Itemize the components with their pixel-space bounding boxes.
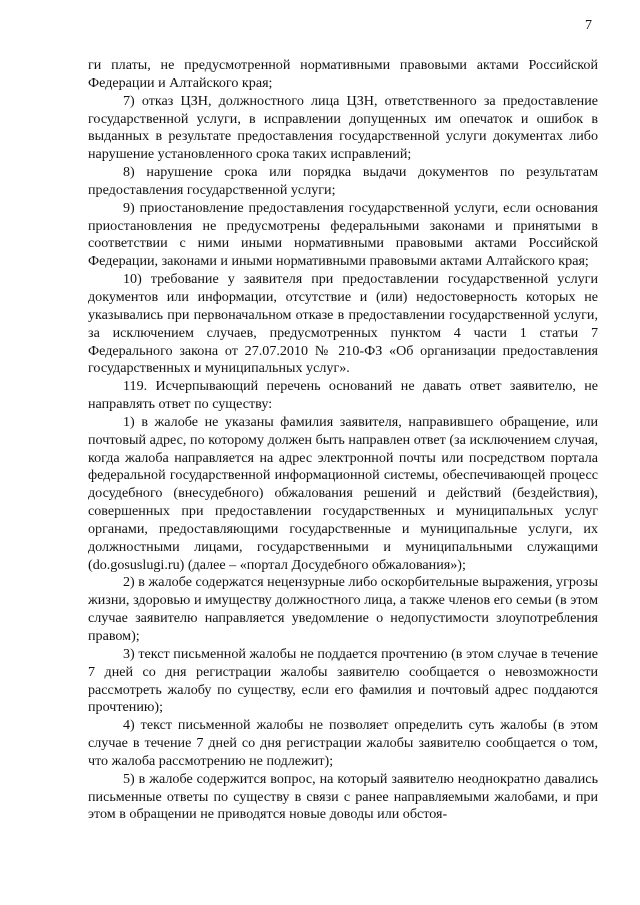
paragraph-119-item-3: 3) текст письменной жалобы не поддается прочтению (в этом случае в течение 7 дней со дня регистрации жалобы заявителю сообщается о невозможности рассмотреть жалобу по существу, если его фамилия и почтовый адрес поддаются прочтению);	[88, 645, 598, 716]
paragraph-119-item-4: 4) текст письменной жалобы не позволяет определить суть жалобы (в этом случае в течение 7 дней со дня регистрации жалобы заявителю сообщается о том, что жалоба рассмотрению не подлежит);	[88, 717, 598, 769]
paragraph-item-8: 8) нарушение срока или порядка выдачи документов по результатам предоставления государственной услуги;	[88, 164, 598, 198]
paragraph-item-7: 7) отказ ЦЗН, должностного лица ЦЗН, ответственного за предоставление государственной услуги, в исправлении допущенных им опечаток и ошибок в выданных в результате предоставления государственной услуги документах либо нарушение установленного срока таких исправлений;	[88, 92, 598, 163]
paragraph-119-item-5: 5) в жалобе содержится вопрос, на который заявителю неоднократно давались письменные ответы по существу в связи с ранее направляемыми жалобами, и при этом в обращении не приводятся новые доводы или обстоя-	[88, 770, 598, 823]
document-body	[88, 57, 598, 824]
paragraph-119-item-2: 2) в жалобе содержатся нецензурные либо оскорбительные выражения, угрозы жизни, здоровью и имуществу должностного лица, а также членов его семьи (в этом случае заявителю направляется уведомление о недопустимости злоупотребления правом);	[88, 574, 598, 644]
paragraph-item-10: 10) требование у заявителя при предоставлении государственной услуги документов или информации, отсутствие и (или) недостоверность которых не указывались при первоначальном отказе в предоставлении государственной услуги, за исключением случаев, предусмотренных пунктом 4 части 1 статьи 7 Федерального закона от 27.07.2010 № 210-ФЗ «Об организации предоставления государственных и муниципальных услуг».	[88, 271, 598, 377]
paragraph-119-item-1: 1) в жалобе не указаны фамилия заявителя, направившего обращение, или почтовый адрес, по которому должен быть направлен ответ (за исключением случая, когда жалоба направляется на адрес электронной почты или посредством портала федеральной государственной информационной системы, обеспечивающей процесс досудебного (внесудебного) обжалования решений и действий (бездействия), совершенных при предоставлении государственных и муниципальных услуг органами, предоставляющими государственные и муниципальные услуги, их должностными лицами, государственными и муниципальными служащими (do.gosuslugi.ru) (далее – «портал Досудебного обжалования»);	[88, 413, 598, 573]
paragraph-item-9: 9) приостановление предоставления государственной услуги, если основания приостановления не предусмотрены федеральными законами и принятыми в соответствии с ними иными нормативными правовыми актами Российской Федерации, законами и иными нормативными правовыми актами Алтайского края;	[88, 199, 598, 270]
paragraph-section-119: 119. Исчерпывающий перечень оснований не давать ответ заявителю, не направлять ответ по существу:	[88, 378, 598, 413]
page-number: 7	[585, 18, 592, 33]
paragraph-continuation: ги платы, не предусмотренной нормативными правовыми актами Российской Федерации и Алтайского края;	[88, 57, 598, 91]
